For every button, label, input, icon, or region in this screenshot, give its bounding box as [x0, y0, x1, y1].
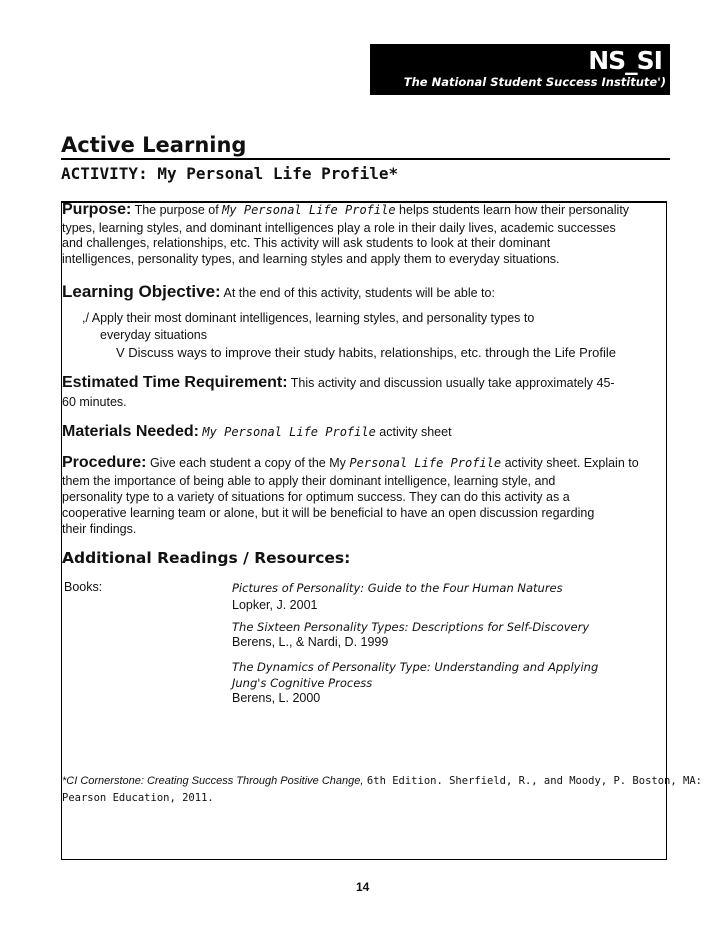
book-author-2: Berens, L., & Nardi, D. 1999	[232, 635, 389, 649]
book-title-1: Pictures of Personality: Guide to the Four Human Natures	[232, 581, 563, 595]
time-heading: Estimated Time Requirement:	[62, 374, 288, 391]
materials-line	[62, 424, 452, 440]
procedure-text: activity sheet. Explain to	[504, 456, 639, 470]
materials-heading: Materials Needed:	[62, 423, 199, 440]
objective-item-2: V Discuss ways to improve their study habits, relationships, etc. through the Life Profile	[116, 345, 617, 360]
purpose-text: The purpose of	[134, 203, 219, 217]
tagline: The National Student Success Institute')	[403, 75, 666, 89]
book-author-3: Berens, L. 2000	[232, 691, 321, 705]
procedure-text: Give each student a copy of the My	[149, 456, 346, 470]
logo: NS_SI	[588, 46, 662, 75]
footnote-source: *CI Cornerstone: Creating Success Through Positive Change,	[62, 775, 364, 787]
purpose-activity-name: My Personal Life Profile	[222, 203, 396, 217]
objective-heading: Learning Objective:	[62, 282, 221, 301]
procedure-line-1	[62, 455, 639, 471]
purpose-line-1	[62, 202, 629, 218]
objective-intro: At the end of this activity, students will be able to:	[223, 286, 495, 300]
page-number: 14	[356, 880, 370, 894]
page-title: Active Learning	[61, 133, 247, 157]
procedure-line-5: their findings.	[62, 522, 137, 536]
book-title-3-cont: Jung's Cognitive Process	[232, 676, 373, 690]
time-line-1	[62, 375, 615, 391]
purpose-line-2: types, learning styles, and dominant intelligences play a role in their daily lives, academic successes	[62, 221, 616, 235]
resources-heading: Additional Readings / Resources:	[62, 549, 351, 567]
objective-line	[62, 284, 495, 301]
footnote-details: 6th Edition. Sherfield, R., and Moody, P. Boston, MA:	[366, 775, 702, 787]
footnote-line-1	[62, 772, 702, 789]
time-line-2: 60 minutes.	[62, 395, 127, 409]
activity-title: ACTIVITY: My Personal Life Profile*	[61, 164, 399, 183]
footnote-line-2: Pearson Education, 2011.	[62, 792, 214, 804]
book-title-3: The Dynamics of Personality Type: Understanding and Applying	[232, 660, 599, 674]
book-author-1: Lopker, J. 2001	[232, 598, 318, 612]
procedure-line-4: cooperative learning team or alone, but it will be beneficial to have an open discussion regarding	[62, 506, 595, 520]
procedure-line-3: personality type to a variety of situations for optimum success. They can do this activity as a	[62, 490, 570, 504]
objective-item-1-cont: everyday situations	[100, 328, 208, 342]
procedure-line-2: them the importance of being able to apply their dominant intelligence, learning style, and	[62, 474, 556, 488]
header-banner	[370, 44, 670, 95]
procedure-activity-name: Personal Life Profile	[349, 456, 502, 470]
materials-activity-name: My Personal Life Profile	[202, 425, 376, 439]
book-title-2: The Sixteen Personality Types: Descriptions for Self-Discovery	[232, 620, 590, 634]
title-divider	[61, 158, 670, 160]
procedure-heading: Procedure:	[62, 454, 147, 471]
books-label: Books:	[64, 580, 103, 594]
objective-item-1: ,/ Apply their most dominant intelligences, learning styles, and personality types to	[82, 311, 535, 325]
purpose-line-3: and challenges, relationships, etc. This activity will ask students to look at their dominant	[62, 236, 551, 250]
time-text: This activity and discussion usually take approximately 45-	[290, 376, 615, 390]
materials-text: activity sheet	[379, 425, 452, 439]
purpose-heading: Purpose:	[62, 201, 132, 218]
purpose-text: helps students learn how their personality	[399, 203, 630, 217]
purpose-line-4: intelligences, personality types, and learning styles and apply them to everyday situations.	[62, 252, 560, 266]
